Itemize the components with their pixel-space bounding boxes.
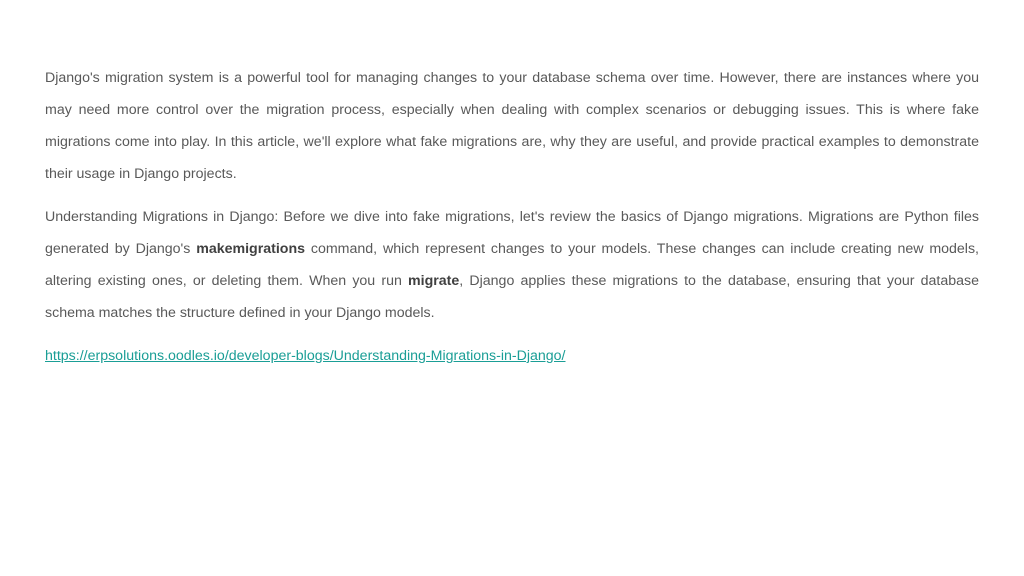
intro-paragraph: Django's migration system is a powerful tool for managing changes to your database schema over time. However, there are instances where you may need more control over the migration process, especially when dealing with complex scenarios or debugging issues. This is where fake migrations come into play. In this article, we'll explore what fake migrations are, why they are useful, and provide practical examples to demonstrate their usage in Django projects. <box>45 70 979 182</box>
migrations-text-part-2: command, which represent changes to your models. These changes can include creating new models, altering existing ones, or deleting them. When you run <box>45 241 979 289</box>
migrations-text-part-3: , Django applies these migrations to the database, ensuring that your database schema matches the structure defined in your Django models. <box>45 273 979 321</box>
migrate-command: migrate <box>408 273 460 289</box>
migrations-paragraph <box>45 201 979 329</box>
article-link[interactable]: https://erpsolutions.oodles.io/developer-blogs/Understanding-Migrations-in-Django/ <box>45 348 566 364</box>
link-paragraph <box>45 340 979 372</box>
migrations-text-part-1: Understanding Migrations in Django: Before we dive into fake migrations, let's review the basics of Django migrations. Migrations are Python files generated by Django's <box>45 209 979 257</box>
makemigrations-command: makemigrations <box>196 241 306 257</box>
slide-content <box>45 62 979 372</box>
